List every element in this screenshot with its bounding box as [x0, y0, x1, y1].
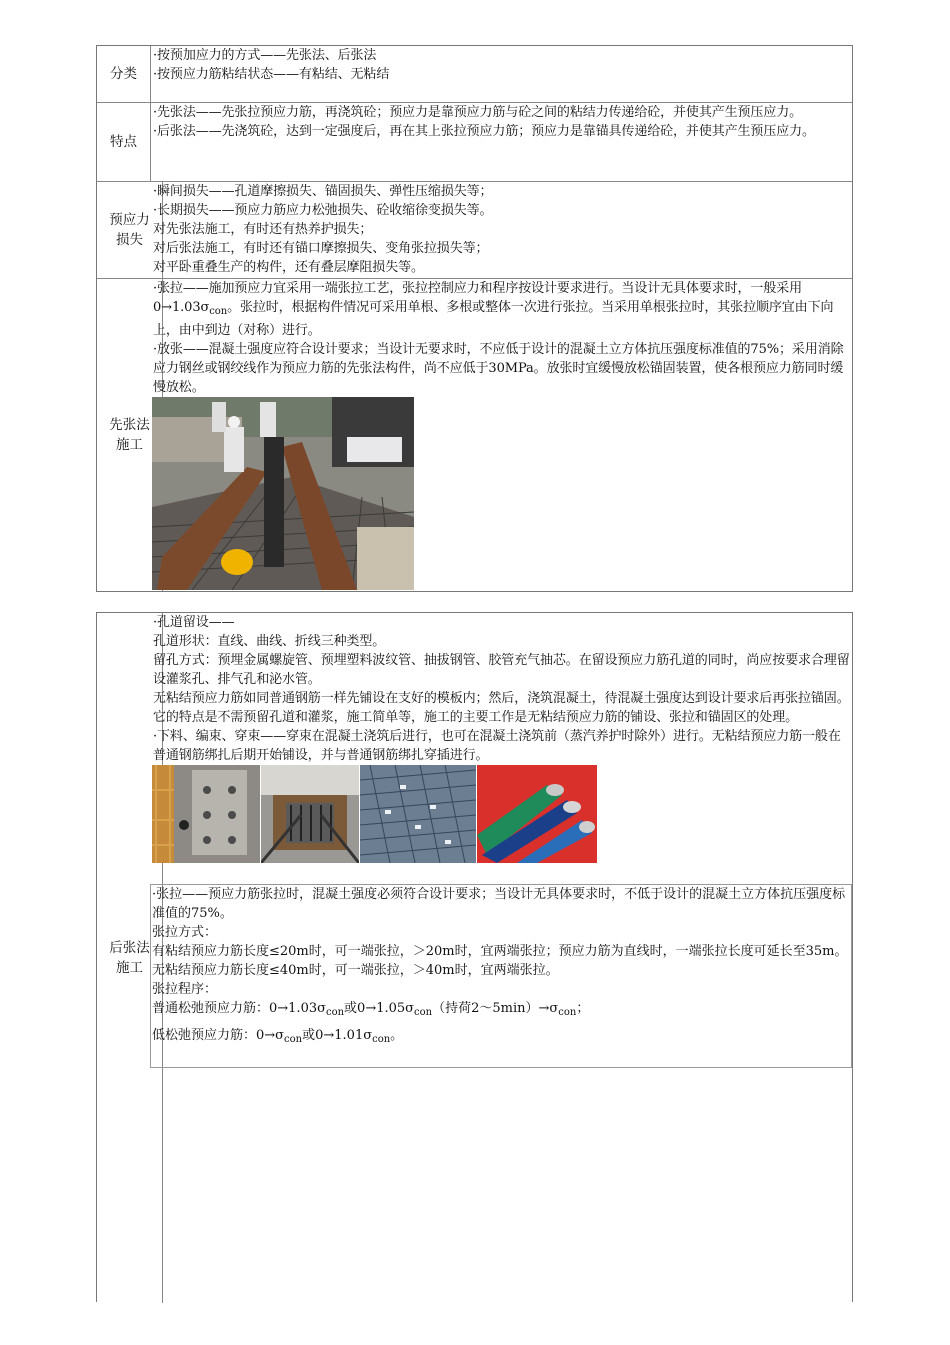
text-line: 无粘结预应力筋如同普通钢筋一样先铺设在支好的模板内；然后，浇筑混凝土，待混凝土强度达到设计要求后再张拉锚固。它的特点是不需预留孔道和灌浆，施工简单等，施工的主要工作是无粘结预应力筋的铺设、张拉和锚固区的处理。 [153, 691, 850, 725]
text-line: ·孔道留设—— [153, 615, 235, 630]
text-line: ·张拉——施加预应力宜采用一端张拉工艺，张拉控制应力和程序按设计要求进行。当设计无具体要求时，一般采用$0\to 1.03\sigma_{con}$。张拉时，根据构件情况可采用单根、多根或整体一次进行张拉。当采用单根张拉时，其张拉顺序宜由下向上，由中到边（对称）进行。 [153, 281, 834, 338]
duct-photo-2 [261, 765, 359, 863]
text-line: ·放张——混凝土强度应符合设计要求；当设计无要求时，不应低于设计的混凝土立方体抗压强度标准值的75%；采用消除应力钢丝或钢绞线作为预应力筋的先张法构件，尚不应低于30MPa。放张时宜缓慢放松锚固装置，使各根预应力筋同时缓慢放松。 [153, 342, 844, 395]
text-line: 对后张法施工，有时还有锚口摩擦损失、变角张拉损失等； [153, 241, 489, 256]
text-line: ·长期损失——预应力筋应力松弛损失、砼收缩徐变损失等。 [153, 203, 493, 218]
row-label: 分类 [97, 46, 151, 102]
photo-strip [152, 765, 850, 863]
text-line: ·张拉——预应力筋张拉时，混凝土强度必须符合设计要求；当设计无具体要求时，不低于设计的混凝土立方体抗压强度标准值的75%。 [152, 887, 846, 921]
row-content [152, 46, 850, 84]
empty-area [150, 1068, 852, 1302]
text-line: ·下料、编束、穿束——穿束在混凝土浇筑后进行，也可在混凝土浇筑前（蒸汽养护时除外）进行。无粘结预应力筋一般在普通钢筋绑扎后期开始铺设，并与普通钢筋绑扎穿插进行。 [153, 729, 841, 763]
text-line: 低松弛预应力筋：$0\to\sigma_{con}$或$0\to 1.01\sigma_{con}$。 [152, 1028, 404, 1045]
text-line: 普通松弛预应力筋：$0\to 1.03\sigma_{con}$或$0\to 1.05\sigma_{con}$（持荷$2\sim 5\min)\to\sigma_{con}$； [152, 1001, 590, 1018]
row-features [97, 103, 852, 182]
text-line: ·后张法——先浇筑砼，达到一定强度后，再在其上张拉预应力筋；预应力是靠锚具传递给砼，并使其产生预压应力。 [153, 124, 815, 139]
row-content [152, 103, 850, 141]
text-line: 无粘结预应力筋长度≤40m时，可一端张拉，＞40m时，宜两端张拉。 [152, 963, 559, 978]
text-line: 对平卧重叠生产的构件，还有叠层摩阻损失等。 [153, 260, 424, 275]
posttension-block-2 [150, 884, 852, 1068]
text-line: 有粘结预应力筋长度≤20m时，可一端张拉，＞20m时，宜两端张拉；预应力筋为直线时，一端张拉长度可延长至35m。 [152, 944, 848, 959]
row-losses [97, 182, 852, 279]
text-line: 张拉程序： [152, 982, 218, 997]
pretension-site-photo [152, 397, 414, 590]
row-classification [97, 46, 852, 103]
text-line: ·按预应力筋粘结状态——有粘结、无粘结 [153, 67, 390, 82]
text-line: ·瞬间损失——孔道摩擦损失、锚固损失、弹性压缩损失等； [153, 184, 493, 199]
row-label-posttension: 后张法施工 [97, 613, 163, 1303]
tendon-photo [477, 765, 597, 863]
row-label: 特点 [97, 103, 151, 181]
row-content [152, 279, 850, 590]
row-content [152, 182, 850, 277]
row-label: 预应力损失 [97, 182, 163, 278]
text-line: 留孔方式：预埋金属螺旋管、预埋塑料波纹管、抽拔钢管、胶管充气抽芯。在留设预应力筋孔道的同时，尚应按要求合理留设灌浆孔、排气孔和泌水管。 [153, 653, 850, 687]
row-label: 先张法施工 [97, 279, 163, 591]
text-line: 张拉方式： [152, 925, 218, 940]
duct-photo-3 [360, 765, 476, 863]
duct-photo-1 [152, 765, 260, 863]
table-2 [96, 612, 853, 1302]
row-pretension [97, 279, 852, 591]
text-line: ·先张法——先张拉预应力筋，再浇筑砼；预应力是靠预应力筋与砼之间的粘结力传递给砼，并使其产生预压应力。 [153, 105, 803, 120]
text-line: ·按预加应力的方式——先张法、后张法 [153, 48, 377, 63]
text-line: 孔道形状：直线、曲线、折线三种类型。 [153, 634, 386, 649]
table-1 [96, 45, 853, 592]
text-line: 对先张法施工，有时还有热养护损失； [153, 222, 373, 237]
posttension-block-1 [152, 613, 850, 863]
